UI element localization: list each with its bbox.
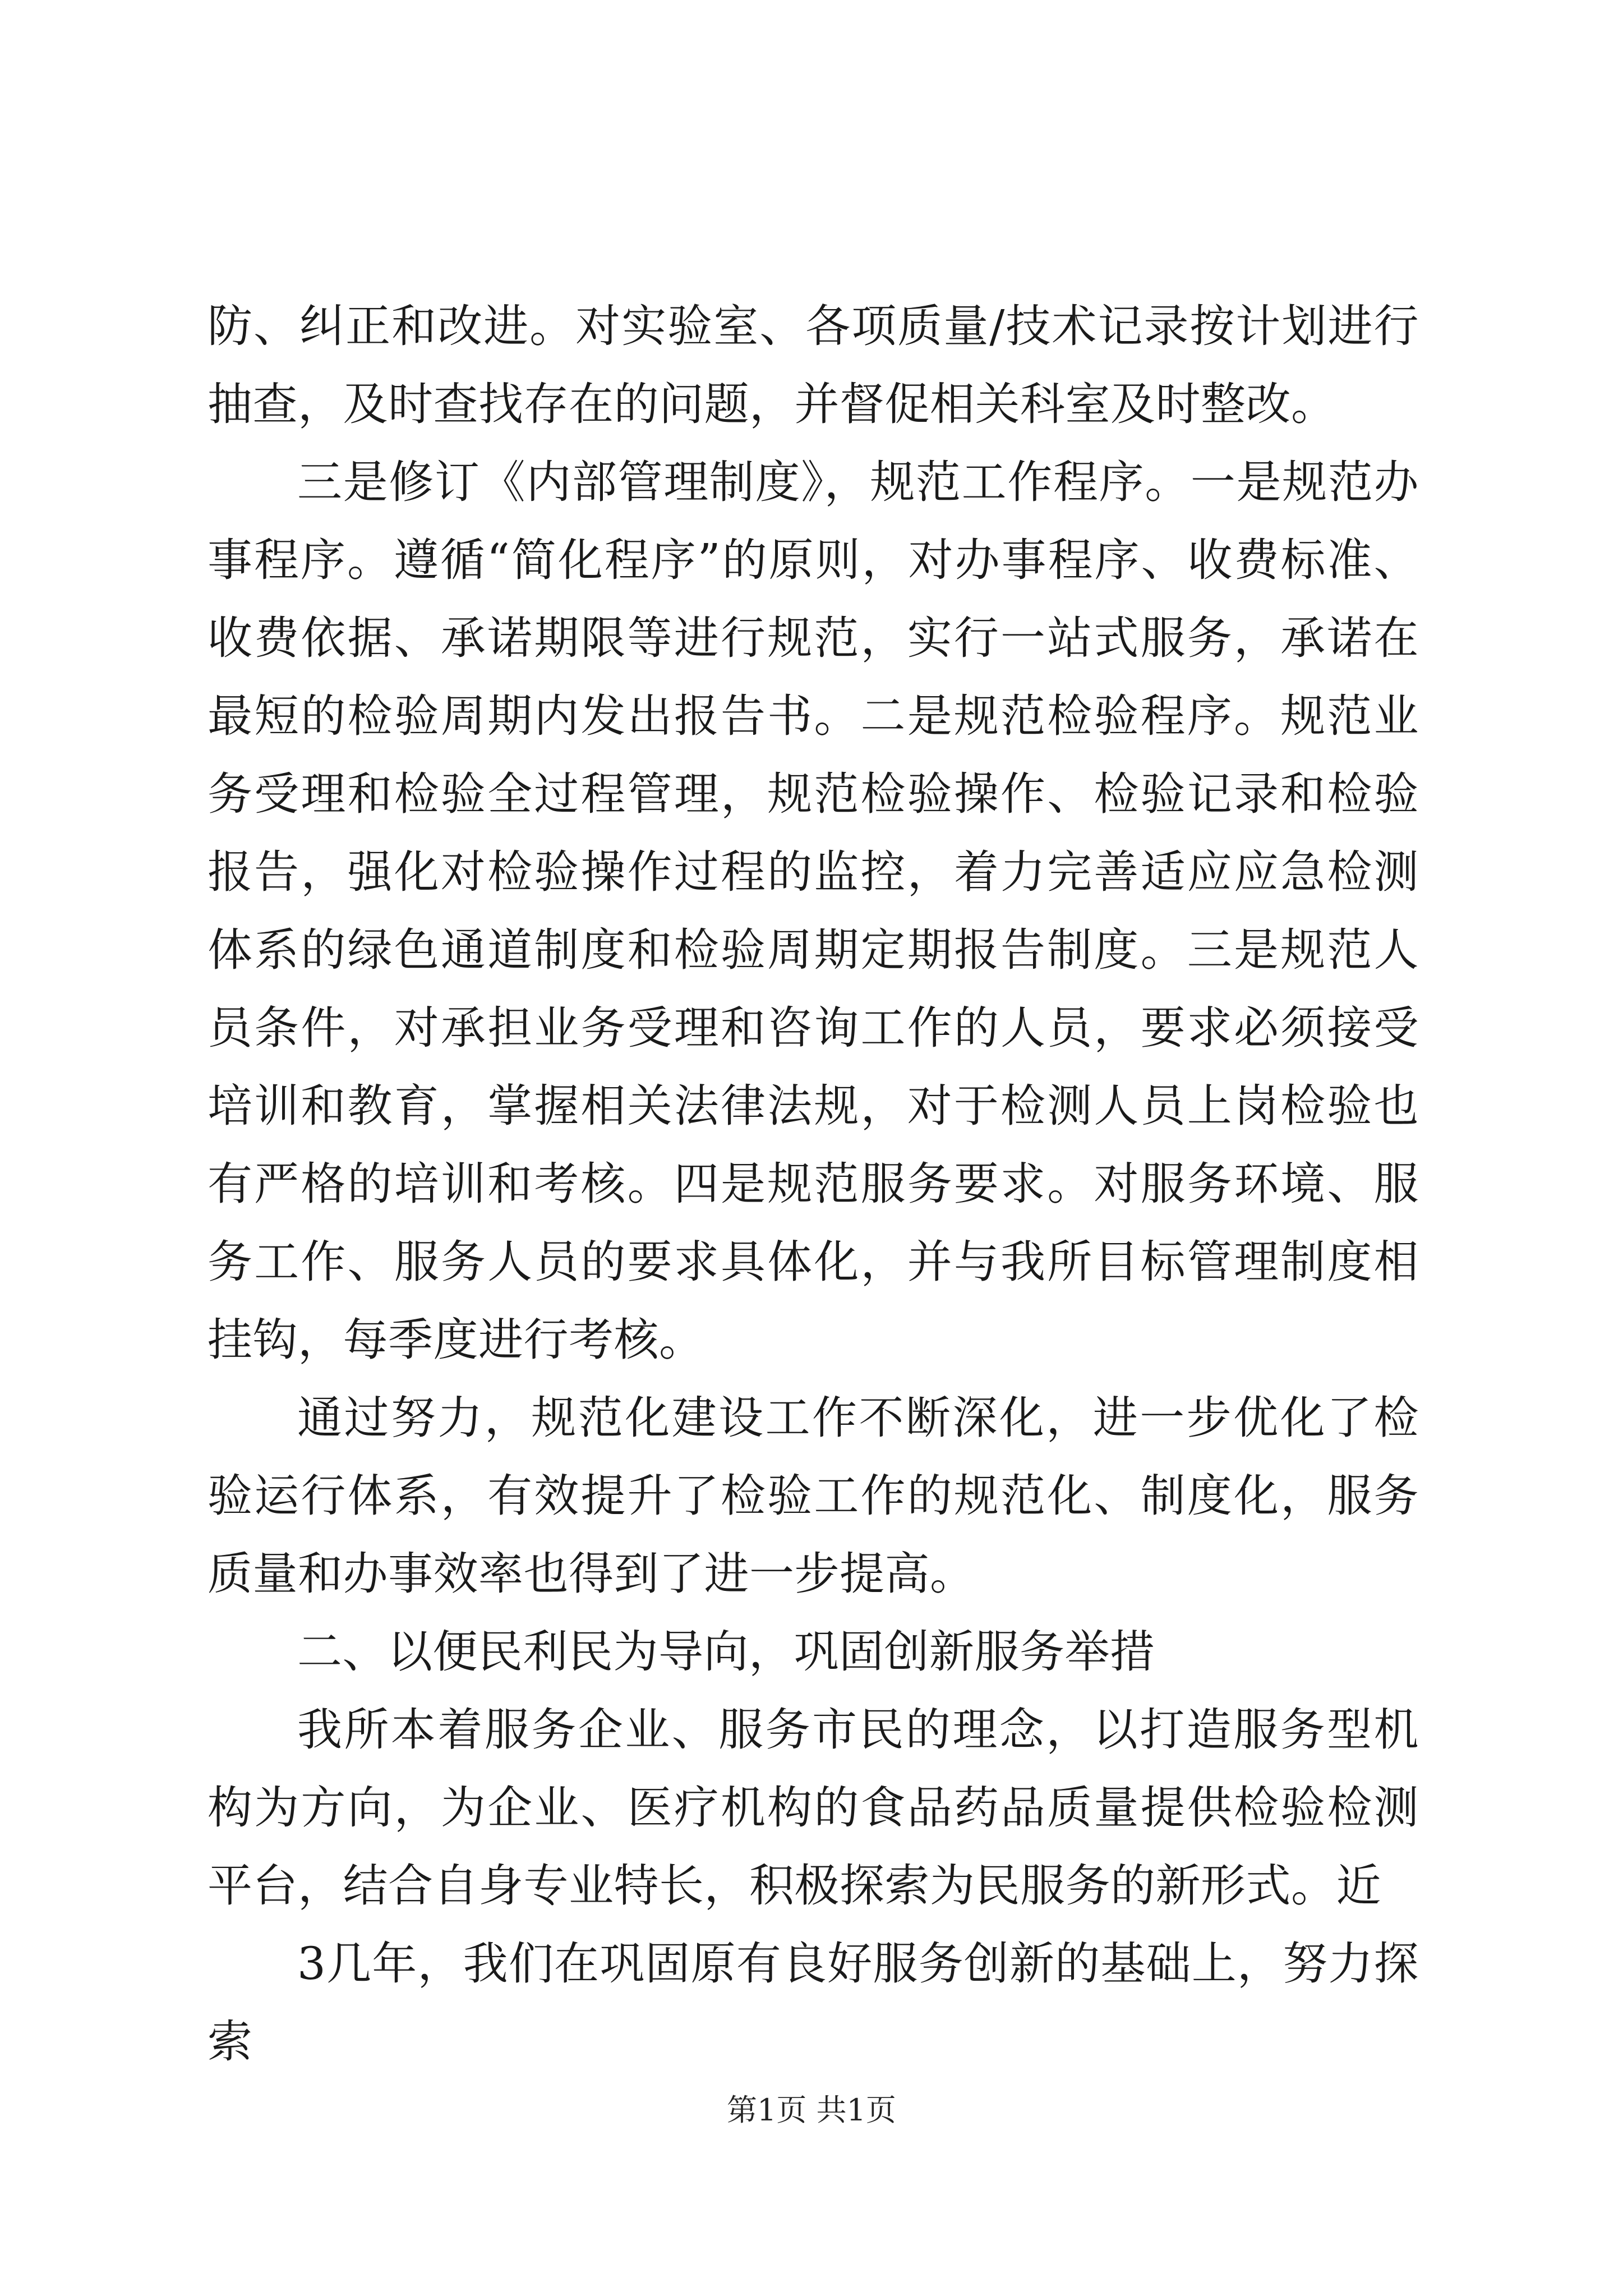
paragraph: 3几年，我们在巩固原有良好服务创新的基础上，努力探索 (208, 1938, 1419, 2068)
document-body (208, 287, 1419, 2081)
page-footer: 第1页 共1页 (727, 2092, 896, 2128)
paragraph: 我所本着服务企业、服务市民的理念，以打造服务型机构为方向，为企业、医疗机构的食品药品质量提供检验检测平台，结合自身专业特长，积极探索为民服务的新形式。近 (208, 1704, 1419, 1912)
paragraph: 防、纠正和改进。对实验室、各项质量/技术记录按计划进行抽查，及时查找存在的问题，并督促相关科室及时整改。 (208, 300, 1419, 430)
section-heading: 二、以便民利民为导向，巩固创新服务举措 (297, 1626, 1155, 1678)
paragraph: 通过努力，规范化建设工作不断深化，进一步优化了检验运行体系，有效提升了检验工作的规范化、制度化，服务质量和办事效率也得到了进一步提高。 (208, 1392, 1419, 1600)
paragraph: 三是修订《内部管理制度》，规范工作程序。一是规范办事程序。遵循“简化程序”的原则，对办事程序、收费标准、收费依据、承诺期限等进行规范，实行一站式服务，承诺在最短的检验周期内发出报告书。二是规范检验程序。规范业务受理和检验全过程管理，规范检验操作、检验记录和检验报告，强化对检验操作过程的监控，着力完善适应应急检测体系的绿色通道制度和检验周期定期报告制度。三是规范人员条件，对承担业务受理和咨询工作的人员，要求必须接受培训和教育，掌握相关法律法规，对于检测人员上岗检验也有严格的培训和考核。四是规范服务要求。对服务环境、服务工作、服务人员的要求具体化，并与我所目标管理制度相挂钩，每季度进行考核。 (208, 456, 1419, 1366)
